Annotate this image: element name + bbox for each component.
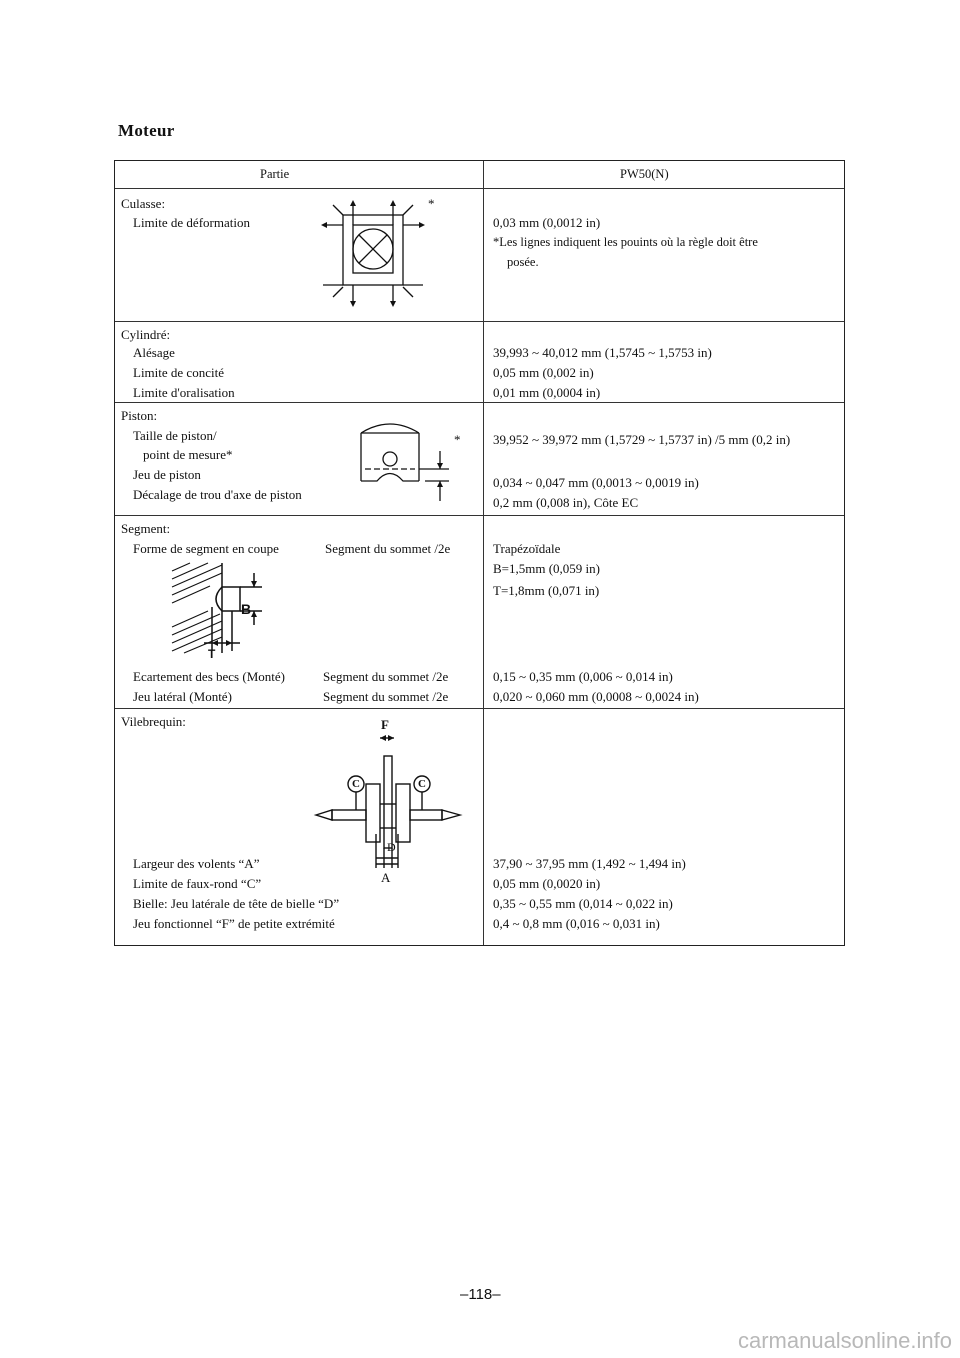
crankshaft-diagram <box>310 734 460 882</box>
vilebrequin-item: Limite de faux-rond “C” <box>133 876 262 891</box>
diagram-label-d: D <box>387 840 396 854</box>
segment-shape-label: Forme de segment en coupe <box>133 541 279 556</box>
vilebrequin-value: 0,05 mm (0,0020 in) <box>493 876 601 891</box>
row-divider <box>115 402 844 403</box>
culasse-item: Limite de déformation <box>133 215 250 230</box>
culasse-note-cont: posée. <box>507 255 539 269</box>
piston-asterisk: * <box>454 432 461 447</box>
piston-diagram <box>355 411 455 511</box>
header-part: Partie <box>260 167 290 181</box>
segment-shape-value: Trapézoïdale <box>493 541 561 556</box>
culasse-heading: Culasse: <box>121 196 166 211</box>
segment-gap-label: Ecartement des becs (Monté) <box>133 669 285 684</box>
watermark: carmanualsonline.info <box>737 1328 952 1353</box>
vilebrequin-item: Largeur des volents “A” <box>133 856 260 871</box>
vilebrequin-value: 37,90 ~ 37,95 mm (1,492 ~ 1,494 in) <box>493 856 686 871</box>
cylindre-item: Alésage <box>133 345 175 360</box>
column-divider <box>483 161 484 945</box>
cylinder-head-diagram <box>315 197 435 312</box>
segment-heading: Segment: <box>121 521 171 536</box>
ring-section-diagram <box>170 563 270 661</box>
diagram-label-a: A <box>381 870 391 885</box>
diagram-label-c: C <box>352 778 360 790</box>
piston-value: 39,952 ~ 39,972 mm (1,5729 ~ 1,5737 in) /5 mm (0,2 in) <box>493 432 791 447</box>
segment-b-value: B=1,5mm (0,059 in) <box>493 561 600 576</box>
segment-gap-ring: Segment du sommet /2e <box>323 669 449 684</box>
header-model: PW50(N) <box>620 167 669 181</box>
row-divider <box>115 708 844 709</box>
page-number: –118– <box>460 1286 501 1303</box>
header-divider <box>115 188 844 189</box>
segment-t-value: T=1,8mm (0,071 in) <box>493 583 600 598</box>
culasse-asterisk: * <box>428 196 435 211</box>
vilebrequin-heading: Vilebrequin: <box>121 714 186 729</box>
piston-item: point de mesure* <box>143 447 233 462</box>
row-divider <box>115 321 844 322</box>
cylindre-item: Limite d'oralisation <box>133 385 235 400</box>
culasse-note: *Les lignes indiquent les pouints où la règle doit être <box>493 235 758 249</box>
piston-value: 0,034 ~ 0,047 mm (0,0013 ~ 0,0019 in) <box>493 475 699 490</box>
piston-value: 0,2 mm (0,008 in), Côte EC <box>493 495 639 510</box>
cylindre-value: 39,993 ~ 40,012 mm (1,5745 ~ 1,5753 in) <box>493 345 712 360</box>
vilebrequin-value: 0,4 ~ 0,8 mm (0,016 ~ 0,031 in) <box>493 916 660 931</box>
piston-heading: Piston: <box>121 408 158 423</box>
vilebrequin-item: Jeu fonctionnel “F” de petite extrémité <box>133 916 335 931</box>
diagram-label-b: B <box>241 601 252 617</box>
piston-item: Jeu de piston <box>133 467 201 482</box>
vilebrequin-item: Bielle: Jeu latérale de tête de bielle “D” <box>133 896 340 911</box>
segment-gap-value: 0,15 ~ 0,35 mm (0,006 ~ 0,014 in) <box>493 669 673 684</box>
segment-shape-ring: Segment du sommet /2e <box>325 541 451 556</box>
vilebrequin-value: 0,35 ~ 0,55 mm (0,014 ~ 0,022 in) <box>493 896 673 911</box>
segment-side-ring: Segment du sommet /2e <box>323 689 449 704</box>
cylindre-value: 0,05 mm (0,002 in) <box>493 365 594 380</box>
diagram-label-t: T <box>208 647 216 661</box>
piston-item: Taille de piston/ <box>133 428 217 443</box>
segment-side-value: 0,020 ~ 0,060 mm (0,0008 ~ 0,0024 in) <box>493 689 699 704</box>
cylindre-value: 0,01 mm (0,0004 in) <box>493 385 601 400</box>
segment-side-label: Jeu latéral (Monté) <box>133 689 232 704</box>
culasse-value: 0,03 mm (0,0012 in) <box>493 215 601 230</box>
diagram-label-c: C <box>418 778 426 790</box>
piston-item: Décalage de trou d'axe de piston <box>133 487 302 502</box>
page-title: Moteur <box>118 121 175 140</box>
row-divider <box>115 515 844 516</box>
diagram-label-f: F <box>381 717 389 732</box>
spec-table <box>114 160 845 946</box>
cylindre-heading: Cylindré: <box>121 327 171 342</box>
cylindre-item: Limite de concité <box>133 365 224 380</box>
